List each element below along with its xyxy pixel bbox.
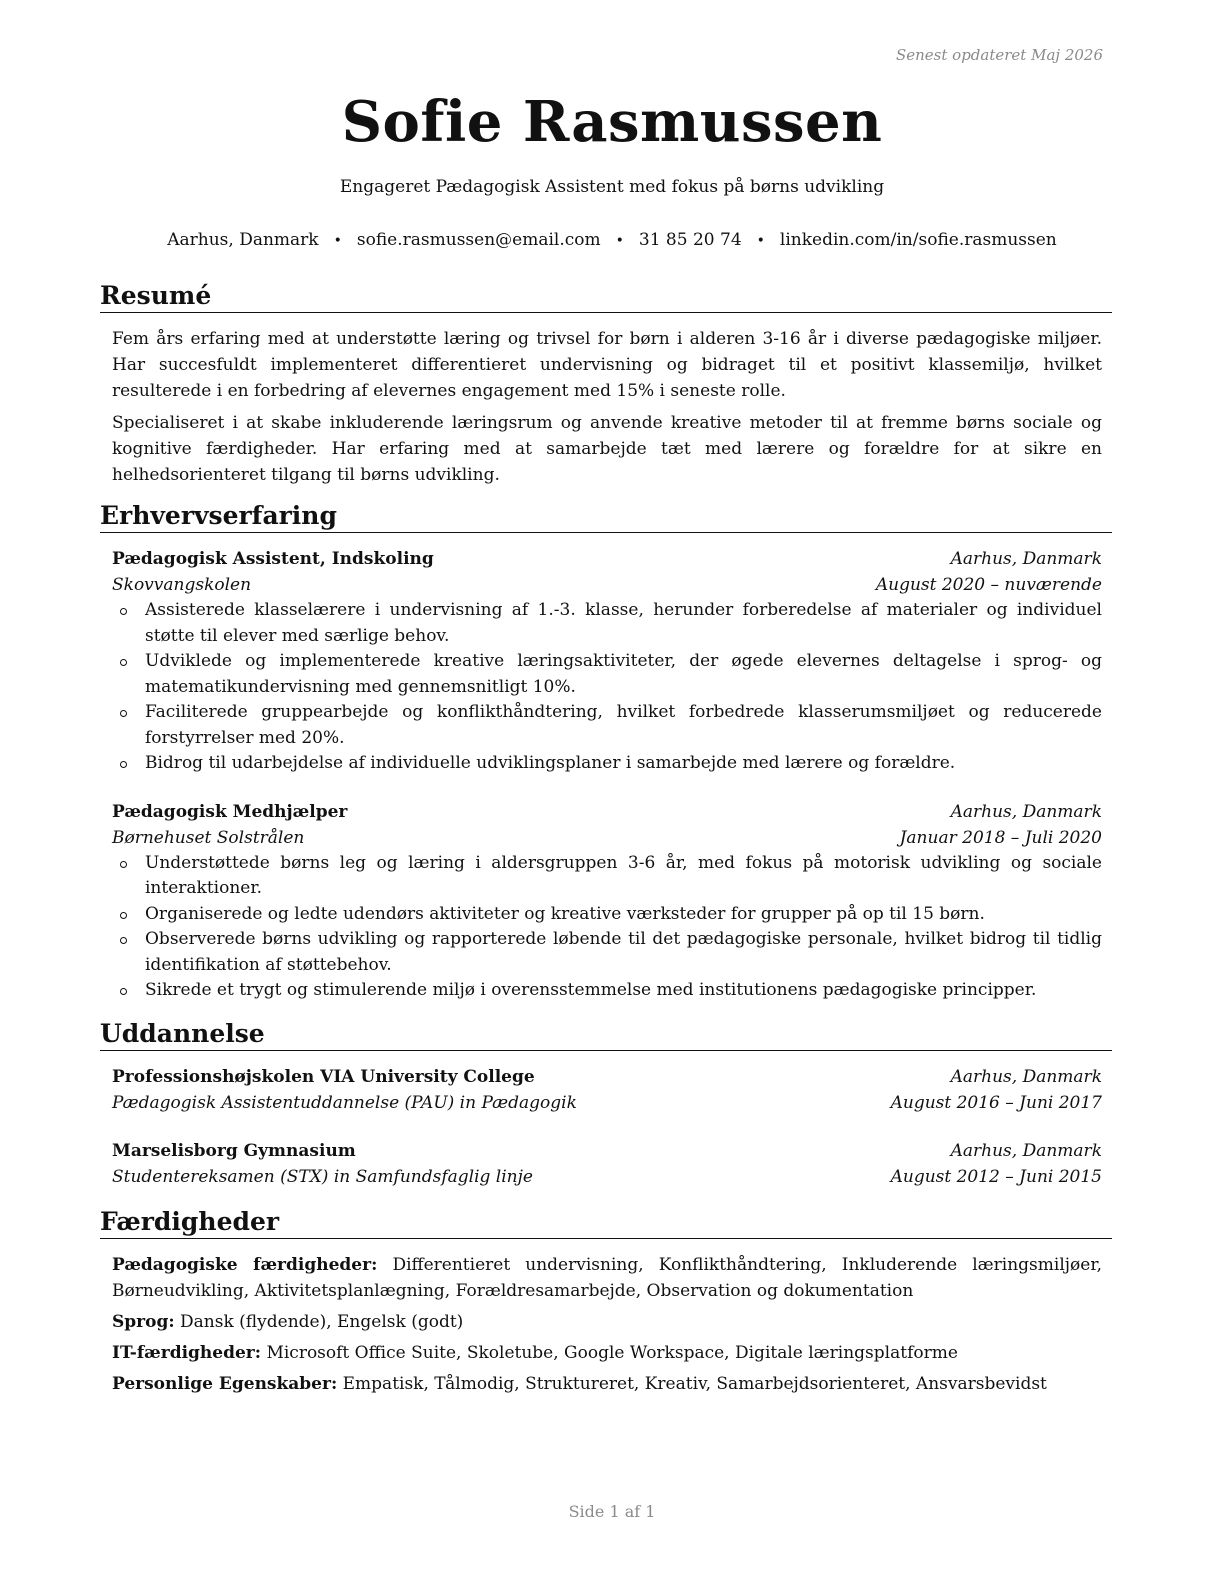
summary-paragraph: Specialiseret i at skabe inkluderende læringsrum og anvende kreative metoder til at fremme børns sociale og kognitive færdigheder. Har erfaring med at samarbejde tæt med lærere og forældre for at sikre en helhedsorienteret tilgang til børns udvikling. (112, 413, 1102, 485)
job-location: Aarhus, Danmark (950, 549, 1102, 569)
skill-value: Dansk (flydende), Engelsk (godt) (180, 1312, 464, 1332)
education-dates: August 2016 – Juni 2017 (890, 1093, 1102, 1113)
last-updated: Senest opdateret Maj 2026 (895, 46, 1103, 64)
list-item: Sikrede et trygt og stimulerende miljø i overensstemmelse med institutionens pædagogiske principper. (145, 978, 1102, 1004)
section-heading: Resumé (100, 280, 1112, 313)
bullet-separator: • (333, 233, 342, 249)
list-item: Assisterede klasselærere i undervisning af 1.-3. klasse, herunder forberedelse af materialer og individuel støtte til elever med særlige behov. (145, 598, 1102, 649)
skill-label: Sprog: (112, 1312, 175, 1332)
tagline: Engageret Pædagogisk Assistent med fokus på børns udvikling (339, 177, 885, 197)
skill-row (112, 1371, 1102, 1397)
job-title: Pædagogisk Assistent, Indskoling (112, 549, 434, 569)
section-heading: Uddannelse (100, 1018, 1112, 1051)
contact-line (0, 228, 1224, 253)
degree: Studentereksamen (STX) in Samfundsfaglig linje (112, 1167, 533, 1187)
degree: Pædagogisk Assistentuddannelse (PAU) in Pædagogik (112, 1093, 577, 1113)
summary-paragraph: Fem års erfaring med at understøtte læring og trivsel for børn i alderen 3-16 år i diverse pædagogiske miljøer. Har succesfuldt implementeret differentieret undervisning og bidraget til et positivt klassemiljø, hvilket resulterede i en forbedring af elevernes engagement med 15% i seneste rolle. (112, 329, 1102, 401)
skill-label: IT-færdigheder: (112, 1343, 262, 1363)
list-item: Organiserede og ledte udendørs aktiviteter og kreative værksteder for grupper på op til 15 børn. (145, 902, 1102, 928)
section-summary (100, 280, 1112, 488)
skill-row (112, 1309, 1102, 1335)
list-item: Udviklede og implementerede kreative læringsaktiviteter, der øgede elevernes deltagelse i sprog- og matematikundervisning med gennemsnitligt 10%. (145, 649, 1102, 700)
candidate-name: Sofie Rasmussen (341, 89, 883, 155)
list-item: Understøttede børns leg og læring i aldersgruppen 3-6 år, med fokus på motorisk udvikling og sociale interaktioner. (145, 851, 1102, 902)
contact-linkedin-link[interactable]: linkedin.com/in/sofie.rasmussen (779, 230, 1057, 250)
job-employer: Børnehuset Solstrålen (112, 827, 305, 848)
list-item: Bidrog til udarbejdelse af individuelle udviklingsplaner i samarbejde med lærere og forældre. (145, 751, 1102, 777)
section-education (100, 1018, 1112, 1190)
list-item: Observerede børns udvikling og rapporterede løbende til det pædagogiske personale, hvilket bidrog til tidlig identifikation af støttebehov. (145, 927, 1102, 978)
section-heading: Færdigheder (100, 1206, 1112, 1239)
section-experience (100, 500, 1112, 1004)
skill-label: Personlige Egenskaber: (112, 1374, 338, 1394)
job-bullets (112, 851, 1102, 1004)
job-dates: Januar 2018 – Juli 2020 (899, 827, 1102, 848)
job-title: Pædagogisk Medhjælper (112, 801, 348, 822)
skill-label: Pædagogiske færdigheder: (112, 1255, 378, 1275)
section-skills (100, 1206, 1112, 1402)
education-dates: August 2012 – Juni 2015 (890, 1167, 1102, 1187)
contact-phone: 31 85 20 74 (638, 230, 742, 250)
contact-location: Aarhus, Danmark (167, 230, 319, 250)
school-name: Marselisborg Gymnasium (112, 1141, 356, 1161)
bullet-separator: • (615, 233, 624, 249)
skill-row (112, 1340, 1102, 1366)
education-entry (112, 1064, 1102, 1116)
school-location: Aarhus, Danmark (950, 1067, 1102, 1087)
skill-value: Microsoft Office Suite, Skoletube, Google Workspace, Digitale læringsplatforme (266, 1343, 958, 1363)
job-location: Aarhus, Danmark (950, 801, 1102, 822)
education-entry (112, 1138, 1102, 1190)
section-heading: Erhvervserfaring (100, 500, 1112, 533)
contact-email-link[interactable]: sofie.rasmussen@email.com (356, 230, 601, 250)
job-entry (112, 799, 1102, 1004)
job-bullets (112, 598, 1102, 777)
school-location: Aarhus, Danmark (950, 1141, 1102, 1161)
job-dates: August 2020 – nuværende (875, 575, 1102, 595)
skill-value: Differentieret undervisning, Konflikthåndtering, Inkluderende læringsmiljøer, Børneudvikling, Aktivitetsplanlægning, Forældresamarbejde, Observation og dokumentation (112, 1255, 1102, 1301)
page-number: Side 1 af 1 (568, 1502, 656, 1521)
list-item: Faciliterede gruppearbejde og konflikthåndtering, hvilket forbedrede klasserumsmiljøet og reducerede forstyrrelser med 20%. (145, 700, 1102, 751)
skill-value: Empatisk, Tålmodig, Struktureret, Kreativ, Samarbejdsorienteret, Ansvarsbevidst (342, 1374, 1047, 1394)
skill-row (112, 1252, 1102, 1304)
job-employer: Skovvangskolen (112, 575, 252, 595)
school-name: Professionshøjskolen VIA University College (112, 1067, 535, 1087)
job-entry (112, 546, 1102, 777)
bullet-separator: • (756, 233, 765, 249)
